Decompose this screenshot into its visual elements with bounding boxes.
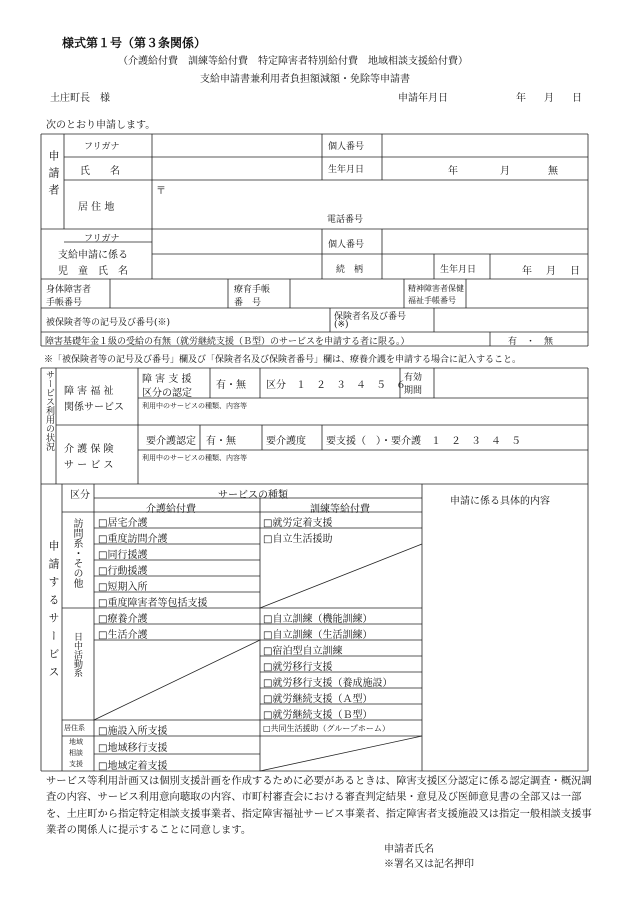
- group-residential-label: 居住系: [64, 724, 85, 732]
- category-header: 区分: [70, 490, 90, 501]
- group-community-label-1: 地域: [69, 738, 83, 746]
- applicant-name-input[interactable]: [153, 158, 321, 179]
- physical-handbook-input[interactable]: [111, 280, 227, 307]
- applicant-birth-year: 年: [448, 166, 458, 177]
- checkbox-continuous-employment-a[interactable]: □就労継続支援（Ａ型）: [263, 694, 373, 705]
- mental-handbook-label-2: 福祉手帳番号: [408, 296, 456, 305]
- checkbox-independent-living[interactable]: □自立生活援助: [263, 534, 333, 545]
- signature-input[interactable]: [440, 838, 590, 854]
- specific-details-input[interactable]: [423, 512, 587, 770]
- group-visit-label: 訪問系・その他: [71, 518, 82, 588]
- pension-label: 障害基礎年金１級の受給の有無（就労継続支援（Ｂ型）のサービスを申請する者に限る。）: [45, 337, 410, 347]
- care-yes-no[interactable]: 有・無: [206, 436, 236, 447]
- form-title: 支給申請書兼利用者負担額減額・免除等申請書: [200, 74, 410, 85]
- date-year[interactable]: 年: [516, 93, 526, 104]
- checkbox-short-stay[interactable]: □短期入所: [98, 582, 148, 593]
- applicant-birth-day: 無: [548, 166, 558, 177]
- insurer-input[interactable]: [435, 309, 587, 331]
- child-birth-month: 月: [546, 266, 556, 277]
- form-number: 様式第１号（第３条関係）: [62, 36, 207, 50]
- applicant-address-label: 居 住 地: [78, 202, 115, 213]
- applicant-individual-number-label: 個人番号: [328, 142, 365, 152]
- care-detail-input[interactable]: [139, 462, 587, 483]
- applicant-furigana-input[interactable]: [153, 135, 321, 156]
- care-detail-label: 利用中のサービスの種類、内容等: [142, 454, 247, 462]
- insurer-label-2: (※): [334, 320, 349, 330]
- checkbox-employment-retention[interactable]: □就労定着支援: [263, 518, 333, 529]
- checkbox-daily-life-care[interactable]: □生活介護: [98, 630, 148, 641]
- rehab-handbook-label-1: 療育手帳: [234, 285, 271, 295]
- signature-note: ※署名又は記名押印: [384, 859, 474, 870]
- child-name-label-1: 支給申請に係る: [58, 250, 128, 261]
- classification-levels[interactable]: 区分 １ ２ ３ ４ ５ ６: [266, 380, 406, 391]
- applicant-name-label: 氏 名: [80, 166, 120, 177]
- physical-handbook-label-1: 身体障害者: [46, 285, 92, 295]
- child-relation-label: 続 柄: [336, 265, 364, 275]
- signature-label: 申請者氏名: [384, 844, 434, 855]
- mental-handbook-input[interactable]: [467, 280, 587, 307]
- consent-text: サービス等利用計画又は個別支援計画を作成するために必要があるときは、障害支援区分認定に係る認定調査・概況調査の内容、サービス利用意向聴取の内容、市町村審査会における審査判定結果・意見及び医師意見書の全部又は一部を、土庄町から指定特定相談支援事業者、指定障害福祉サービス事業者、指定障害者支援施設又は指定一般相談支援事業者の関係人に提示することに同意します。: [46, 775, 592, 837]
- details-header: 申請に係る具体的内容: [450, 496, 550, 507]
- valid-period-label-1: 有効: [404, 373, 423, 383]
- training-benefit-header: 訓練等給付費: [310, 504, 370, 515]
- applicant-section-label: 申請者: [47, 150, 60, 201]
- child-individual-number-input[interactable]: [383, 230, 587, 253]
- group-day-label: 日中活動系: [72, 632, 82, 677]
- care-service-label-2: サ ー ビ ス: [64, 460, 114, 471]
- date-day[interactable]: 日: [572, 93, 582, 104]
- classification-yes-no[interactable]: 有・無: [216, 380, 246, 391]
- child-furigana-label: フリガナ: [84, 234, 120, 244]
- requested-services-section-label: 申請するサービス: [47, 540, 60, 684]
- child-birthdate-label: 生年月日: [440, 265, 477, 275]
- checkbox-continuous-employment-b[interactable]: □就労継続支援（Ｂ型）: [263, 710, 373, 721]
- checkbox-employment-transition-training-facility[interactable]: □就労移行支援（養成施設）: [263, 678, 393, 689]
- checkbox-facility-admission[interactable]: □施設入所支援: [98, 726, 168, 737]
- checkbox-behavior-support[interactable]: □行動援護: [98, 566, 148, 577]
- checkbox-comprehensive-support[interactable]: □重度障害者等包括支援: [98, 598, 208, 609]
- classification-label-1: 障 害 支 援: [142, 374, 192, 385]
- checkbox-residential-training[interactable]: □宿泊型自立訓練: [263, 646, 343, 657]
- valid-period-label-2: 期間: [404, 386, 423, 396]
- physical-handbook-label-2: 手帳番号: [46, 298, 83, 308]
- checkbox-home-care[interactable]: □居宅介護: [98, 518, 148, 529]
- classification-label-2: 区分の認定: [142, 388, 192, 399]
- application-date-label: 申請年月日: [398, 93, 448, 104]
- welfare-detail-input[interactable]: [139, 410, 587, 424]
- recipient: 土庄町長 様: [50, 93, 110, 104]
- checkbox-accompanying-support[interactable]: □同行援護: [98, 550, 148, 561]
- checkbox-severe-visiting-care[interactable]: □重度訪問介護: [98, 534, 168, 545]
- child-individual-number-label: 個人番号: [328, 240, 365, 250]
- child-birth-day: 日: [570, 266, 580, 277]
- group-community-label-2: 相談: [69, 749, 83, 757]
- checkbox-group-home[interactable]: □共同生活援助（グループホーム）: [263, 724, 390, 733]
- applicant-birthdate-label: 生年月日: [328, 165, 365, 175]
- service-usage-section-label: サービス利用の状況: [44, 370, 54, 451]
- checkbox-life-training[interactable]: □自立訓練（生活訓練）: [263, 630, 373, 641]
- mental-handbook-label-1: 精神障害者保健: [408, 284, 464, 293]
- rehab-handbook-input[interactable]: [291, 280, 403, 307]
- group-community-label-3: 支援: [69, 760, 83, 768]
- insurer-label-1: 保険者名及び番号: [334, 312, 407, 322]
- insured-number-label: 被保険者等の記号及び番号(※): [46, 318, 171, 328]
- applicant-individual-number-input[interactable]: [383, 135, 587, 156]
- applicant-phone-input[interactable]: [380, 210, 586, 228]
- child-birth-year: 年: [522, 266, 532, 277]
- child-name-label-2: 児 童 氏 名: [58, 266, 128, 277]
- applicant-birth-month: 月: [500, 166, 510, 177]
- pension-choice[interactable]: 有 ・ 無: [508, 337, 554, 347]
- rehab-handbook-label-2: 番 号: [234, 298, 262, 308]
- care-benefit-header: 介護給付費: [146, 504, 196, 515]
- checkbox-community-settlement[interactable]: □地域定着支援: [98, 761, 168, 772]
- welfare-service-label-1: 障 害 福 祉: [64, 386, 114, 397]
- child-name-input[interactable]: [153, 255, 321, 278]
- postal-mark: 〒: [156, 186, 166, 197]
- applicant-address-input[interactable]: [165, 181, 587, 211]
- checkbox-community-transition[interactable]: □地域移行支援: [98, 743, 168, 754]
- service-types-header: サービスの種類: [218, 490, 288, 501]
- applicant-phone-label: 電話番号: [327, 215, 364, 225]
- care-service-label-1: 介 護 保 険: [64, 444, 114, 455]
- care-degree-value[interactable]: 要支援（ ）・要介護 １ ２ ３ ４ ５: [326, 436, 521, 447]
- checkbox-medical-care[interactable]: □療養介護: [98, 614, 148, 625]
- applicant-furigana-label: フリガナ: [84, 142, 120, 152]
- form-subtitle: （介護給付費 訓練等給付費 特定障害者特別給付費 地域相談支援給付費）: [118, 56, 468, 67]
- checkbox-employment-transition[interactable]: □就労移行支援: [263, 662, 333, 673]
- child-furigana-input[interactable]: [153, 230, 321, 253]
- welfare-service-label-2: 関係サービス: [64, 402, 124, 413]
- intro-text: 次のとおり申請します。: [46, 120, 156, 131]
- care-degree-label: 要介護度: [266, 436, 306, 447]
- date-month[interactable]: 月: [544, 93, 554, 104]
- insurance-note: ※「被保険者等の記号及び番号」欄及び「保険者名及び保険者番号」欄は、療養介護を申請する場合に記入すること。: [44, 355, 522, 365]
- insured-number-input[interactable]: [200, 309, 328, 331]
- welfare-detail-label: 利用中のサービスの種類、内容等: [142, 402, 247, 410]
- valid-period-input[interactable]: [435, 369, 587, 397]
- care-cert-label: 要介護認定: [146, 436, 196, 447]
- checkbox-functional-training[interactable]: □自立訓練（機能訓練）: [263, 614, 373, 625]
